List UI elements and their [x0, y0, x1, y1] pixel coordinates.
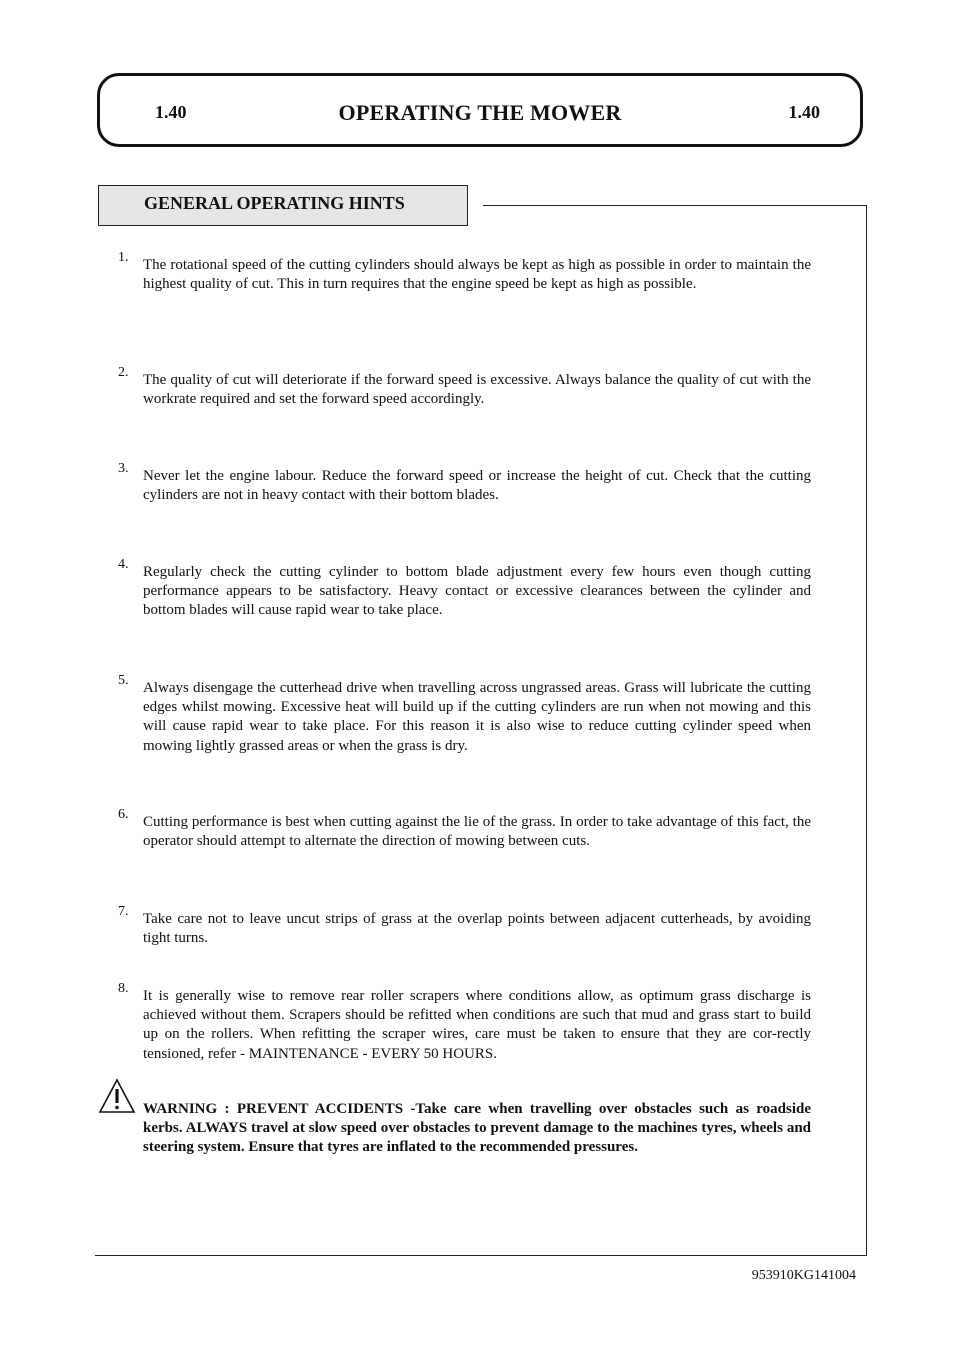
list-item-text: Regularly check the cutting cylinder to bottom blade adjustment every few hours even though cutting performance appears to be satisfactory. Heavy contact or excessive clearances between the cylinder and bottom blades will cause rapid wear to take place.	[143, 564, 811, 619]
document-code: 953910KG141004	[751, 1268, 856, 1283]
list-item-number: 8.	[118, 981, 129, 996]
list-item-number: 7.	[118, 904, 129, 919]
list-item-text: Never let the engine labour. Reduce the forward speed or increase the height of cut. Check that the cutting cylinders are not in heavy contact with their bottom blades.	[143, 468, 811, 504]
list-item-number: 1.	[118, 250, 129, 265]
list-item-number: 4.	[118, 557, 129, 572]
list-item-number: 6.	[118, 807, 129, 822]
list-item-text: Always disengage the cutterhead drive when travelling across ungrassed areas. Grass will lubricate the cutting edges whilst mowing. Excessive heat will build up if the cutting cylinders are run when not mowing and this will cause rapid wear to take place. For this reason it is also wise to reduce cutting cylinder speed when mowing lightly grassed areas or when the grass is dry.	[143, 680, 811, 754]
section-heading-box	[98, 185, 468, 226]
list-item-number: 5.	[118, 673, 129, 688]
list-item-text: The quality of cut will deteriorate if the forward speed is excessive. Always balance the quality of cut with the workrate required and set the forward speed accordingly.	[143, 372, 811, 408]
list-item-text: The rotational speed of the cutting cylinders should always be kept as high as possible in order to maintain the highest quality of cut. This in turn requires that the engine speed be kept as high as possible.	[143, 257, 811, 293]
list-item-text: It is generally wise to remove rear roller scrapers where conditions allow, as optimum grass discharge is achieved without them. Scrapers should be refitted when conditions are such that mud and grass start to build up on the rollers. When refitting the scraper wires, care must be taken to ensure that they are cor-rectly tensioned, refer - MAINTENANCE - EVERY 50 HOURS.	[143, 988, 811, 1062]
section-number-right: 1.40	[788, 102, 820, 122]
page-title: OPERATING THE MOWER	[338, 100, 622, 125]
list-item-number: 2.	[118, 365, 129, 380]
warning-text: WARNING : PREVENT ACCIDENTS -Take care when travelling over obstacles such as roadside kerbs. ALWAYS travel at slow speed over obstacles to prevent damage to the machines tyres, wheels and steering system. Ensure that tyres are inflated to the recommended pressures.	[143, 1101, 811, 1156]
frame-top-rule	[483, 205, 867, 206]
frame-bottom-rule	[95, 1255, 867, 1256]
list-item-text: Cutting performance is best when cutting against the lie of the grass. In order to take advantage of this fact, the operator should attempt to alternate the direction of mowing between cuts.	[143, 814, 811, 850]
page-header	[97, 73, 863, 147]
warning-triangle-icon	[98, 1078, 136, 1114]
list-item-text: Take care not to leave uncut strips of grass at the overlap points between adjacent cutterheads, by avoiding tight turns.	[143, 911, 811, 947]
section-number-left: 1.40	[155, 102, 187, 122]
section-title: GENERAL OPERATING HINTS	[144, 193, 405, 213]
frame-right-rule	[866, 205, 867, 1255]
list-item-number: 3.	[118, 461, 129, 476]
